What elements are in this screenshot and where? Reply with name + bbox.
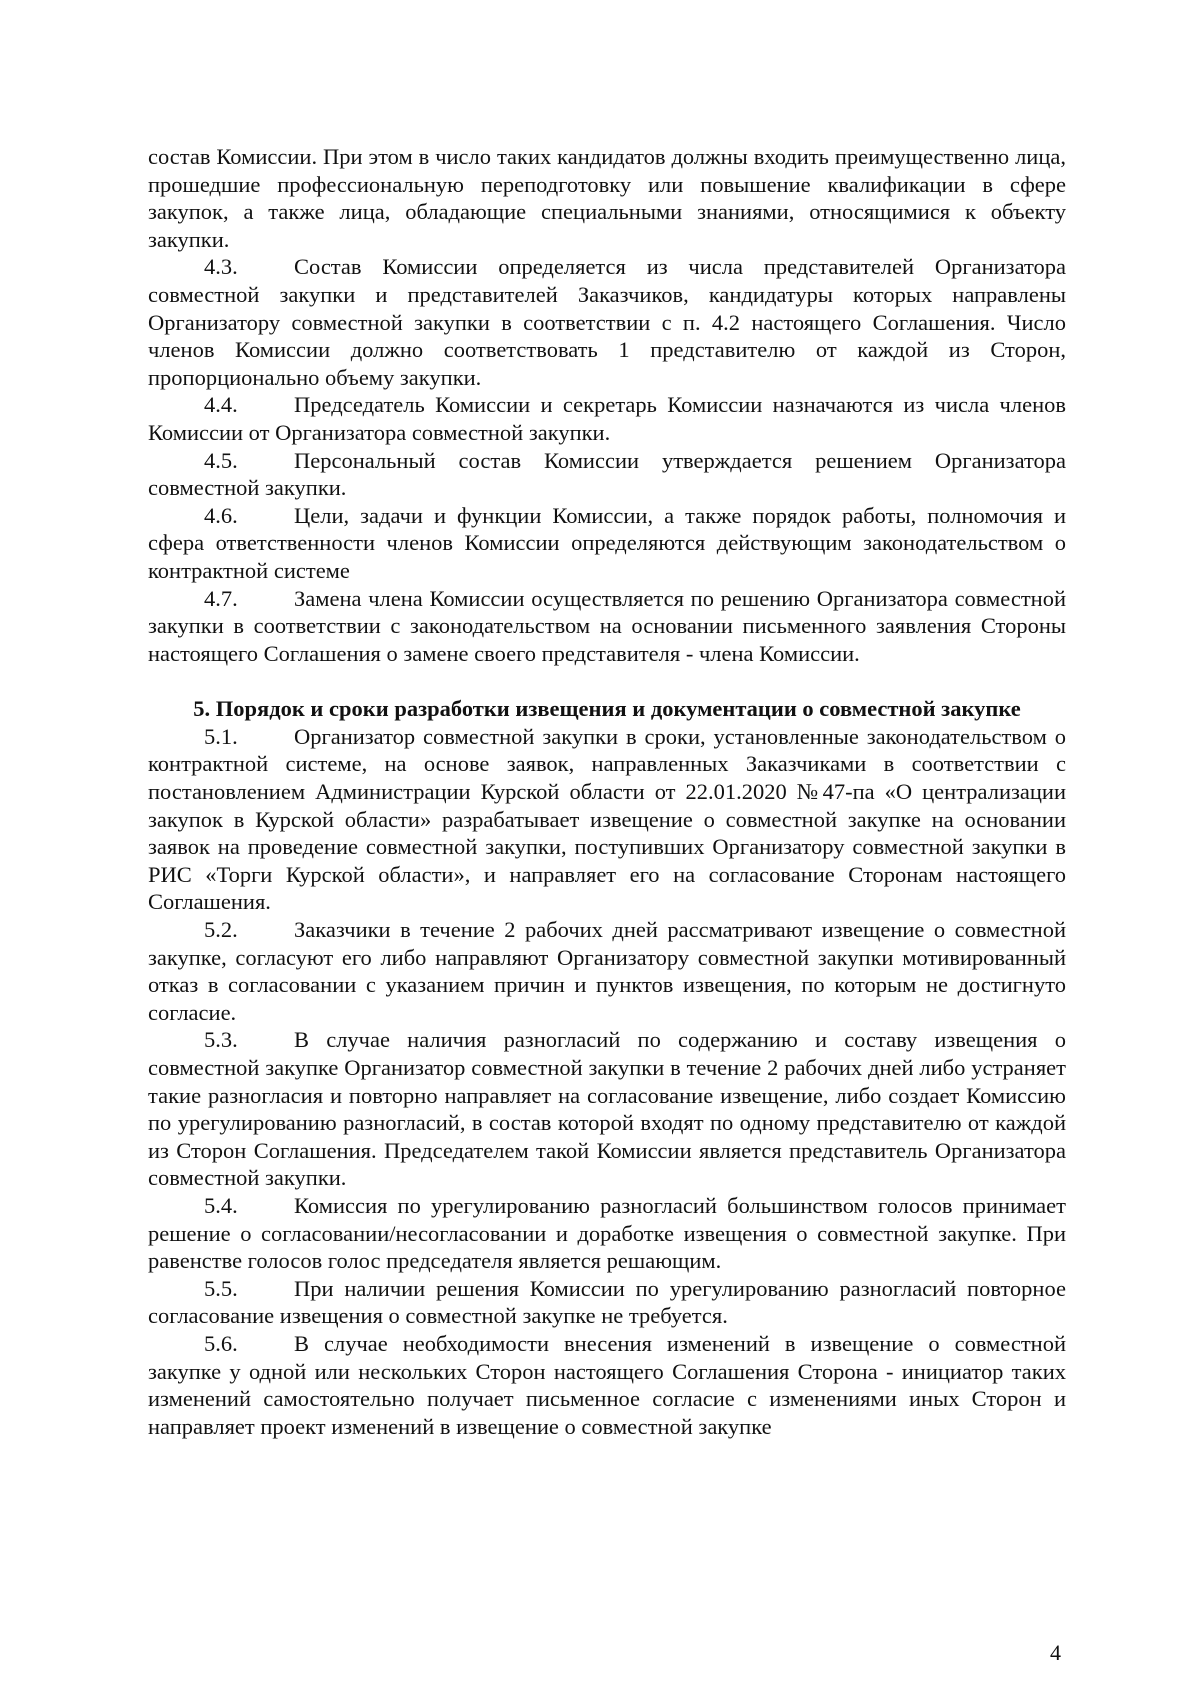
clause-text: Заказчики в течение 2 рабочих дней рассматривают извещение о совместной закупке, согласуют его либо направляют Организатору совместной закупки мотивированный отказ в согласовании с указанием причин и пунктов извещения, по которым не достигнуто согласие. — [148, 917, 1066, 1025]
clause-4-4 — [148, 391, 1066, 446]
clause-4-3 — [148, 253, 1066, 391]
clause-4-7 — [148, 585, 1066, 668]
clause-4-5 — [148, 447, 1066, 502]
clause-text: Цели, задачи и функции Комиссии, а также порядок работы, полномочия и сфера ответственности членов Комиссии определяются действующим законодательством о контрактной системе — [148, 502, 1066, 583]
intro-paragraph: состав Комиссии. При этом в число таких кандидатов должны входить преимущественно лица, прошедшие профессиональную переподготовку или повышение квалификации в сфере закупок, а также лица, обладающие специальными знаниями, относящимися к объекту закупки. — [148, 144, 1066, 252]
clause-4-6 — [148, 502, 1066, 585]
clause-text: Состав Комиссии определяется из числа представителей Организатора совместной закупки и представителей Заказчиков, кандидатуры которых направлены Организатору совместной закупки в соответствии с п. 4.2 настоящего Соглашения. Число членов Комиссии должно соответствовать 1 представителю от каждой из Сторон, пропорционально объему закупки. — [148, 254, 1066, 390]
clause-number: 4.7. — [204, 585, 238, 611]
clause-number: 4.4. — [204, 392, 238, 418]
clause-text: Председатель Комиссии и секретарь Комиссии назначаются из числа членов Комиссии от Организатора совместной закупки. — [148, 392, 1066, 445]
clause-text: В случае наличия разногласий по содержанию и составу извещения о совместной закупке Организатор совместной закупки в течение 2 рабочих дней либо устраняет такие разногласия и повторно направляет на согласование извещение, либо создает Комиссию по урегулированию разногласий, в состав которой входят по одному представителю от каждой из Сторон Соглашения. Председателем такой Комиссии является представитель Организатора совместной закупки. — [148, 1027, 1066, 1191]
page-number: 4 — [1050, 1640, 1061, 1665]
clause-number: 5.3. — [204, 1027, 238, 1053]
clause-text: При наличии решения Комиссии по урегулированию разногласий повторное согласование извещения о совместной закупке не требуется. — [148, 1275, 1066, 1329]
clause-5-3 — [148, 1026, 1066, 1192]
clause-5-2 — [148, 916, 1066, 1026]
clause-text: Персональный состав Комиссии утверждается решением Организатора совместной закупки. — [148, 447, 1066, 501]
clause-text: Организатор совместной закупки в сроки, установленные законодательством о контрактной системе, на основе заявок, направленных Заказчиками в соответствии с постановлением Администрации Курской области от 22.01.2020 №47-па «О централизации закупок в Курской области» разрабатывает извещение о совместной закупке на основании заявок на проведение совместной закупки, поступивших Организатору совместной закупки в РИС «Торги Курской области», и направляет его на согласование Сторонам настоящего Соглашения. — [148, 723, 1066, 915]
clause-5-6 — [148, 1330, 1066, 1440]
clause-text: Замена члена Комиссии осуществляется по решению Организатора совместной закупки в соответствии с законодательством на основании письменного заявления Стороны настоящего Соглашения о замене своего представителя - члена Комиссии. — [148, 585, 1066, 666]
clause-number: 5.4. — [204, 1192, 238, 1218]
clause-text: В случае необходимости внесения изменений в извещение о совместной закупке у одной или нескольких Сторон настоящего Соглашения Сторона - инициатор таких изменений самостоятельно получает письменное согласие с изменениями иных Сторон и направляет проект изменений в извещение о совместной закупке — [148, 1330, 1066, 1439]
clause-number: 4.6. — [204, 502, 238, 528]
clause-5-4 — [148, 1192, 1066, 1275]
clause-5-5 — [148, 1275, 1066, 1330]
clause-text: Комиссия по урегулированию разногласий большинством голосов принимает решение о согласовании/несогласовании и доработке извещения о совместной закупке. При равенстве голосов голос председателя является решающим. — [148, 1192, 1066, 1274]
section-5-heading: 5. Порядок и сроки разработки извещения и документации о совместной закупке — [193, 696, 1021, 722]
clause-number: 4.5. — [204, 447, 238, 473]
clause-number: 5.5. — [204, 1275, 238, 1301]
clause-number: 5.2. — [204, 917, 238, 943]
clause-number: 5.6. — [204, 1330, 238, 1356]
clause-5-1 — [148, 723, 1066, 916]
clause-number: 4.3. — [204, 254, 238, 280]
clause-number: 5.1. — [204, 723, 238, 749]
document-page — [148, 143, 1066, 1440]
